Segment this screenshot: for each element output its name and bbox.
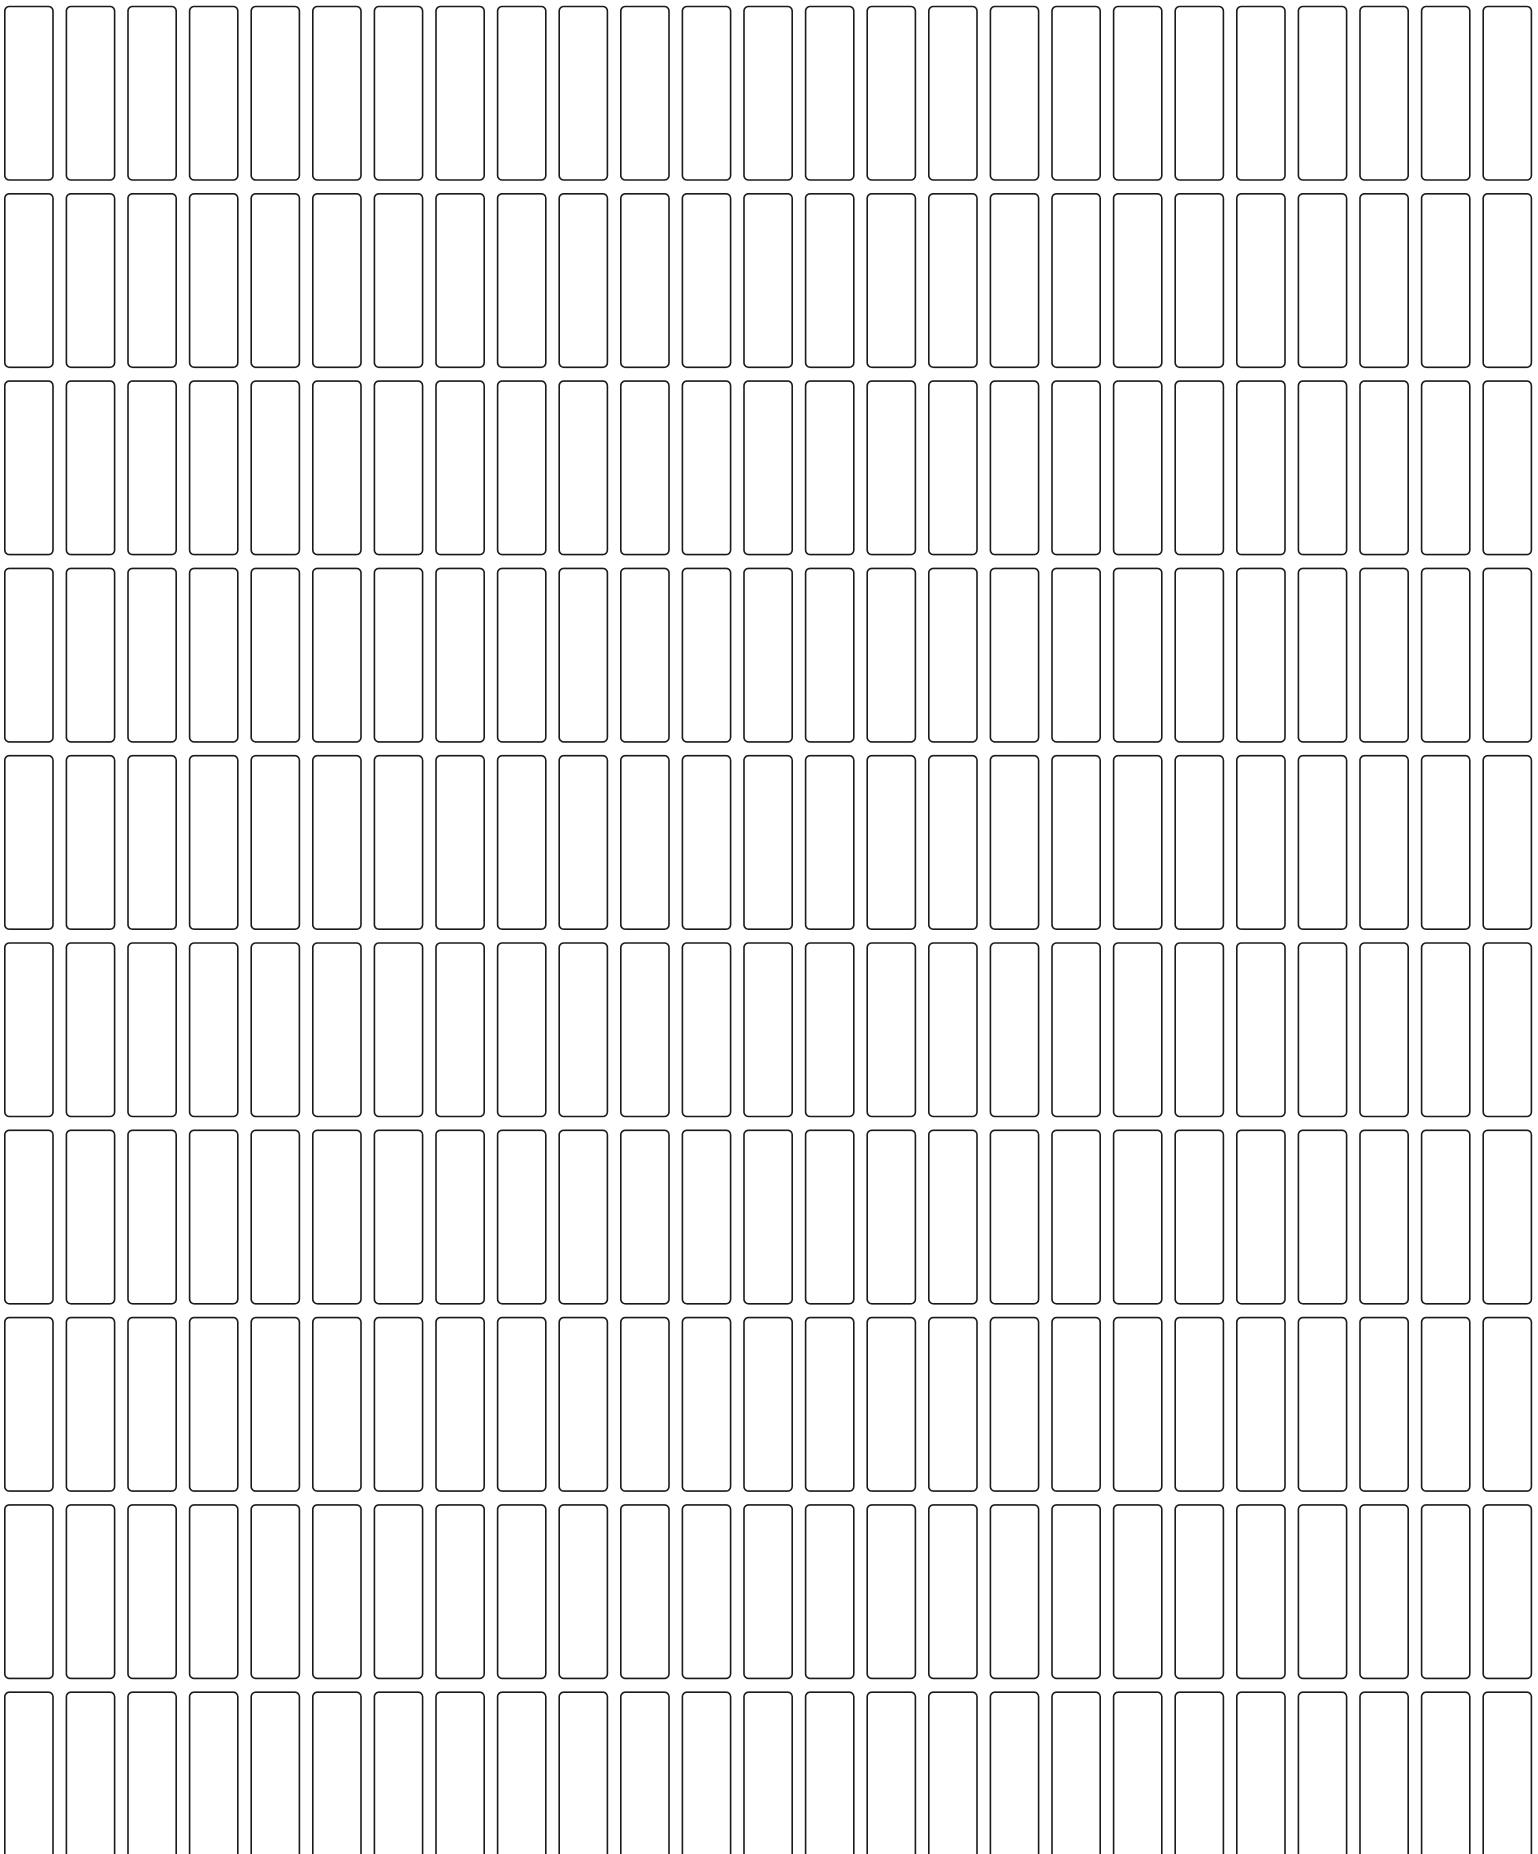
grid-cell-r8-c22 [1298, 1318, 1346, 1492]
grid-cell-r4-c7 [374, 568, 422, 742]
grid-cell-r10-c18 [1052, 1692, 1100, 1854]
grid-cell-r1-c22 [1298, 7, 1346, 181]
grid-cell-r10-c9 [498, 1692, 546, 1854]
grid-cell-r5-c12 [682, 756, 730, 930]
grid-cell-r2-c4 [190, 194, 238, 367]
grid-cell-r4-c1 [5, 568, 53, 742]
grid-cell-r1-c1 [5, 7, 53, 181]
grid-cell-r9-c14 [806, 1505, 854, 1679]
grid-cell-r10-c21 [1237, 1692, 1285, 1854]
grid-cell-r6-c17 [990, 943, 1038, 1117]
grid-cell-r3-c16 [929, 381, 977, 554]
grid-cell-r6-c4 [190, 943, 238, 1117]
grid-cell-r1-c7 [374, 7, 422, 181]
grid-cell-r4-c6 [313, 568, 361, 742]
grid-cell-r10-c7 [374, 1692, 422, 1854]
grid-cell-r9-c18 [1052, 1505, 1100, 1679]
grid-cell-r3-c2 [66, 381, 114, 554]
grid-cell-r7-c15 [867, 1130, 915, 1304]
grid-cell-r8-c18 [1052, 1318, 1100, 1492]
grid-cell-r9-c11 [621, 1505, 669, 1679]
grid-cell-r2-c5 [251, 194, 299, 367]
grid-cell-r3-c23 [1360, 381, 1408, 554]
grid-cell-r10-c22 [1298, 1692, 1346, 1854]
grid-cell-r5-c9 [498, 756, 546, 930]
grid-cell-r3-c8 [436, 381, 484, 554]
grid-cell-r3-c13 [744, 381, 792, 554]
grid-cell-r2-c21 [1237, 194, 1285, 367]
grid-cell-r4-c24 [1422, 568, 1470, 742]
grid-cell-r9-c7 [374, 1505, 422, 1679]
grid-cell-r9-c9 [498, 1505, 546, 1679]
grid-cell-r4-c12 [682, 568, 730, 742]
grid-cell-r6-c13 [744, 943, 792, 1117]
grid-cell-r9-c22 [1298, 1505, 1346, 1679]
grid-cell-r8-c8 [436, 1318, 484, 1492]
grid-cell-r6-c12 [682, 943, 730, 1117]
grid-cell-r10-c8 [436, 1692, 484, 1854]
grid-cell-r2-c15 [867, 194, 915, 367]
grid-cell-r5-c15 [867, 756, 915, 930]
grid-cell-r10-c14 [806, 1692, 854, 1854]
grid-cell-r7-c21 [1237, 1130, 1285, 1304]
grid-cell-r10-c16 [929, 1692, 977, 1854]
grid-cell-r10-c12 [682, 1692, 730, 1854]
grid-cell-r10-c1 [5, 1692, 53, 1854]
grid-cell-r9-c20 [1175, 1505, 1223, 1679]
grid-cell-r7-c7 [374, 1130, 422, 1304]
grid-cell-r8-c15 [867, 1318, 915, 1492]
grid-cell-r4-c11 [621, 568, 669, 742]
grid-cell-r8-c4 [190, 1318, 238, 1492]
grid-cell-r3-c24 [1422, 381, 1470, 554]
grid-cell-r8-c5 [251, 1318, 299, 1492]
grid-cell-r10-c23 [1360, 1692, 1408, 1854]
grid-cell-r7-c3 [128, 1130, 176, 1304]
grid-cell-r9-c23 [1360, 1505, 1408, 1679]
grid-cell-r8-c24 [1422, 1318, 1470, 1492]
grid-cell-r8-c10 [559, 1318, 607, 1492]
grid-cell-r1-c20 [1175, 7, 1223, 181]
grid-cell-r1-c2 [66, 7, 114, 181]
grid-cell-r4-c20 [1175, 568, 1223, 742]
grid-cell-r3-c14 [806, 381, 854, 554]
grid-cell-r7-c18 [1052, 1130, 1100, 1304]
grid-cell-r10-c2 [66, 1692, 114, 1854]
grid-cell-r9-c16 [929, 1505, 977, 1679]
grid-cell-r8-c23 [1360, 1318, 1408, 1492]
grid-cell-r8-c25 [1483, 1318, 1531, 1492]
grid-cell-r7-c9 [498, 1130, 546, 1304]
grid-cell-r6-c14 [806, 943, 854, 1117]
grid-cell-r2-c7 [374, 194, 422, 367]
grid-cell-r6-c2 [66, 943, 114, 1117]
grid-cell-r9-c6 [313, 1505, 361, 1679]
grid-cell-r7-c11 [621, 1130, 669, 1304]
grid-cell-r3-c18 [1052, 381, 1100, 554]
grid-cell-r3-c11 [621, 381, 669, 554]
grid-cell-r2-c11 [621, 194, 669, 367]
grid-cell-r10-c4 [190, 1692, 238, 1854]
grid-cell-r9-c21 [1237, 1505, 1285, 1679]
grid-cell-r2-c12 [682, 194, 730, 367]
grid-cell-r9-c5 [251, 1505, 299, 1679]
grid-cell-r7-c17 [990, 1130, 1038, 1304]
grid-cell-r1-c11 [621, 7, 669, 181]
grid-cell-r1-c13 [744, 7, 792, 181]
grid-cell-r2-c9 [498, 194, 546, 367]
grid-cell-r10-c24 [1422, 1692, 1470, 1854]
grid-cell-r2-c13 [744, 194, 792, 367]
grid-cell-r7-c24 [1422, 1130, 1470, 1304]
grid-cell-r5-c23 [1360, 756, 1408, 930]
grid-cell-r4-c16 [929, 568, 977, 742]
grid-cell-r1-c5 [251, 7, 299, 181]
grid-cell-r4-c23 [1360, 568, 1408, 742]
grid-cell-r4-c15 [867, 568, 915, 742]
grid-cell-r8-c3 [128, 1318, 176, 1492]
grid-cell-r1-c21 [1237, 7, 1285, 181]
grid-cell-r10-c11 [621, 1692, 669, 1854]
grid-cell-r3-c19 [1114, 381, 1162, 554]
grid-cell-r5-c5 [251, 756, 299, 930]
grid-cell-r9-c24 [1422, 1505, 1470, 1679]
grid-cell-r6-c5 [251, 943, 299, 1117]
grid-cell-r5-c24 [1422, 756, 1470, 930]
grid-cell-r4-c3 [128, 568, 176, 742]
grid-cell-r9-c4 [190, 1505, 238, 1679]
grid-cell-r2-c10 [559, 194, 607, 367]
grid-cell-r7-c8 [436, 1130, 484, 1304]
grid-cell-r3-c4 [190, 381, 238, 554]
grid-cell-r2-c25 [1483, 194, 1531, 367]
grid-cell-r6-c9 [498, 943, 546, 1117]
grid-cell-r5-c21 [1237, 756, 1285, 930]
grid-cell-r3-c12 [682, 381, 730, 554]
grid-cell-r4-c22 [1298, 568, 1346, 742]
grid-cell-r9-c19 [1114, 1505, 1162, 1679]
grid-cell-r7-c16 [929, 1130, 977, 1304]
grid-cell-r4-c25 [1483, 568, 1531, 742]
grid-cell-r6-c16 [929, 943, 977, 1117]
grid-cell-r1-c3 [128, 7, 176, 181]
grid-cell-r6-c23 [1360, 943, 1408, 1117]
grid-cell-r2-c22 [1298, 194, 1346, 367]
grid-cell-r8-c12 [682, 1318, 730, 1492]
grid-cell-r8-c19 [1114, 1318, 1162, 1492]
grid-cell-r2-c16 [929, 194, 977, 367]
grid-cell-r1-c19 [1114, 7, 1162, 181]
grid-cell-r5-c14 [806, 756, 854, 930]
grid-cell-r5-c6 [313, 756, 361, 930]
grid-cell-r2-c20 [1175, 194, 1223, 367]
grid-cell-r1-c23 [1360, 7, 1408, 181]
grid-cell-r10-c10 [559, 1692, 607, 1854]
grid-cell-r3-c5 [251, 381, 299, 554]
grid-cell-r2-c23 [1360, 194, 1408, 367]
grid-cell-r5-c1 [5, 756, 53, 930]
grid-cell-r9-c12 [682, 1505, 730, 1679]
grid-cell-r6-c10 [559, 943, 607, 1117]
grid-cell-r2-c19 [1114, 194, 1162, 367]
grid-cell-r1-c15 [867, 7, 915, 181]
grid-cell-r8-c13 [744, 1318, 792, 1492]
grid-cell-r6-c19 [1114, 943, 1162, 1117]
grid-cell-r4-c10 [559, 568, 607, 742]
grid-cell-r2-c8 [436, 194, 484, 367]
grid-cell-r10-c20 [1175, 1692, 1223, 1854]
grid-cell-r1-c6 [313, 7, 361, 181]
grid-cell-r10-c5 [251, 1692, 299, 1854]
grid-cell-r10-c17 [990, 1692, 1038, 1854]
grid-cell-r7-c4 [190, 1130, 238, 1304]
grid-cell-r7-c22 [1298, 1130, 1346, 1304]
grid-cell-r8-c17 [990, 1318, 1038, 1492]
grid-cell-r1-c14 [806, 7, 854, 181]
grid-cell-r9-c17 [990, 1505, 1038, 1679]
grid-cell-r4-c5 [251, 568, 299, 742]
grid-cell-r7-c19 [1114, 1130, 1162, 1304]
grid-cell-r6-c8 [436, 943, 484, 1117]
grid-cell-r10-c6 [313, 1692, 361, 1854]
grid-cell-r2-c17 [990, 194, 1038, 367]
grid-cell-r4-c2 [66, 568, 114, 742]
grid-cell-r8-c20 [1175, 1318, 1223, 1492]
grid-cell-r1-c16 [929, 7, 977, 181]
grid-cell-r3-c15 [867, 381, 915, 554]
grid-cell-r7-c12 [682, 1130, 730, 1304]
grid-cell-r7-c14 [806, 1130, 854, 1304]
grid-cell-r8-c7 [374, 1318, 422, 1492]
grid-cell-r9-c8 [436, 1505, 484, 1679]
grid-cell-r2-c3 [128, 194, 176, 367]
grid-cell-r6-c21 [1237, 943, 1285, 1117]
grid-cell-r6-c22 [1298, 943, 1346, 1117]
grid-cell-r7-c25 [1483, 1130, 1531, 1304]
grid-cell-r9-c25 [1483, 1505, 1531, 1679]
grid-cell-r3-c20 [1175, 381, 1223, 554]
grid-cell-r6-c15 [867, 943, 915, 1117]
grid-cell-r3-c9 [498, 381, 546, 554]
grid-cell-r4-c21 [1237, 568, 1285, 742]
grid-cell-r3-c3 [128, 381, 176, 554]
grid-cell-r5-c4 [190, 756, 238, 930]
grid-cell-r1-c18 [1052, 7, 1100, 181]
grid-cell-r7-c23 [1360, 1130, 1408, 1304]
grid-cell-r6-c11 [621, 943, 669, 1117]
grid-cell-r7-c2 [66, 1130, 114, 1304]
grid-cell-r5-c10 [559, 756, 607, 930]
grid-cell-r8-c11 [621, 1318, 669, 1492]
grid-cell-r3-c6 [313, 381, 361, 554]
grid-cell-r5-c3 [128, 756, 176, 930]
grid-cell-r3-c1 [5, 381, 53, 554]
grid-cell-r5-c17 [990, 756, 1038, 930]
grid-cell-r7-c1 [5, 1130, 53, 1304]
grid-cell-r4-c18 [1052, 568, 1100, 742]
grid-cell-r3-c21 [1237, 381, 1285, 554]
grid-cell-r4-c17 [990, 568, 1038, 742]
grid-cell-r9-c3 [128, 1505, 176, 1679]
grid-cell-r4-c8 [436, 568, 484, 742]
grid-cell-r3-c10 [559, 381, 607, 554]
grid-cell-r3-c22 [1298, 381, 1346, 554]
grid-cell-r6-c3 [128, 943, 176, 1117]
grid-cell-r2-c1 [5, 194, 53, 367]
grid-cell-r6-c18 [1052, 943, 1100, 1117]
grid-cell-r5-c20 [1175, 756, 1223, 930]
grid-cell-r8-c21 [1237, 1318, 1285, 1492]
grid-cell-r7-c20 [1175, 1130, 1223, 1304]
grid-cell-r10-c15 [867, 1692, 915, 1854]
grid-cell-r7-c13 [744, 1130, 792, 1304]
grid-cell-r6-c7 [374, 943, 422, 1117]
grid-cell-r9-c15 [867, 1505, 915, 1679]
grid-cell-r5-c19 [1114, 756, 1162, 930]
grid-cell-r6-c20 [1175, 943, 1223, 1117]
grid-cell-r7-c5 [251, 1130, 299, 1304]
grid-cell-r1-c12 [682, 7, 730, 181]
grid-cell-r7-c6 [313, 1130, 361, 1304]
grid-cell-r1-c9 [498, 7, 546, 181]
grid-cell-r8-c14 [806, 1318, 854, 1492]
grid-cell-r5-c18 [1052, 756, 1100, 930]
grid-cell-r10-c25 [1483, 1692, 1531, 1854]
grid-cell-r8-c16 [929, 1318, 977, 1492]
grid-cell-r5-c13 [744, 756, 792, 930]
grid-cell-r5-c22 [1298, 756, 1346, 930]
grid-cell-r3-c25 [1483, 381, 1531, 554]
grid-cell-r9-c1 [5, 1505, 53, 1679]
grid-cell-r6-c6 [313, 943, 361, 1117]
grid-cell-r6-c1 [5, 943, 53, 1117]
grid-cell-r8-c2 [66, 1318, 114, 1492]
grid-cell-r1-c25 [1483, 7, 1531, 181]
grid-cell-r5-c8 [436, 756, 484, 930]
grid-cell-r10-c13 [744, 1692, 792, 1854]
grid-cell-r9-c13 [744, 1505, 792, 1679]
grid-cell-r2-c24 [1422, 194, 1470, 367]
grid-cell-r5-c7 [374, 756, 422, 930]
grid-cell-r1-c17 [990, 7, 1038, 181]
grid-cell-r4-c13 [744, 568, 792, 742]
grid-cell-r4-c4 [190, 568, 238, 742]
grid-cell-r4-c9 [498, 568, 546, 742]
grid-cell-r10-c3 [128, 1692, 176, 1854]
grid-cell-r1-c10 [559, 7, 607, 181]
grid-cell-r6-c25 [1483, 943, 1531, 1117]
grid-cell-r1-c24 [1422, 7, 1470, 181]
grid-cell-r3-c7 [374, 381, 422, 554]
grid-cell-r8-c9 [498, 1318, 546, 1492]
grid-cell-r2-c2 [66, 194, 114, 367]
grid-cell-r4-c19 [1114, 568, 1162, 742]
grid-cell-r5-c11 [621, 756, 669, 930]
grid-cell-r4-c14 [806, 568, 854, 742]
grid-cell-r9-c10 [559, 1505, 607, 1679]
grid-cell-r5-c16 [929, 756, 977, 930]
grid-cell-r8-c6 [313, 1318, 361, 1492]
grid-cell-r7-c10 [559, 1130, 607, 1304]
grid-cell-r10-c19 [1114, 1692, 1162, 1854]
grid-cell-r5-c25 [1483, 756, 1531, 930]
grid-cell-r1-c8 [436, 7, 484, 181]
grid-cell-r6-c24 [1422, 943, 1470, 1117]
grid-cell-r9-c2 [66, 1505, 114, 1679]
grid-cell-r5-c2 [66, 756, 114, 930]
grid-cell-r8-c1 [5, 1318, 53, 1492]
grid-cell-r3-c17 [990, 381, 1038, 554]
grid-cell-r2-c6 [313, 194, 361, 367]
grid-cell-r2-c14 [806, 194, 854, 367]
grid-cell-r1-c4 [190, 7, 238, 181]
grid-cell-r2-c18 [1052, 194, 1100, 367]
